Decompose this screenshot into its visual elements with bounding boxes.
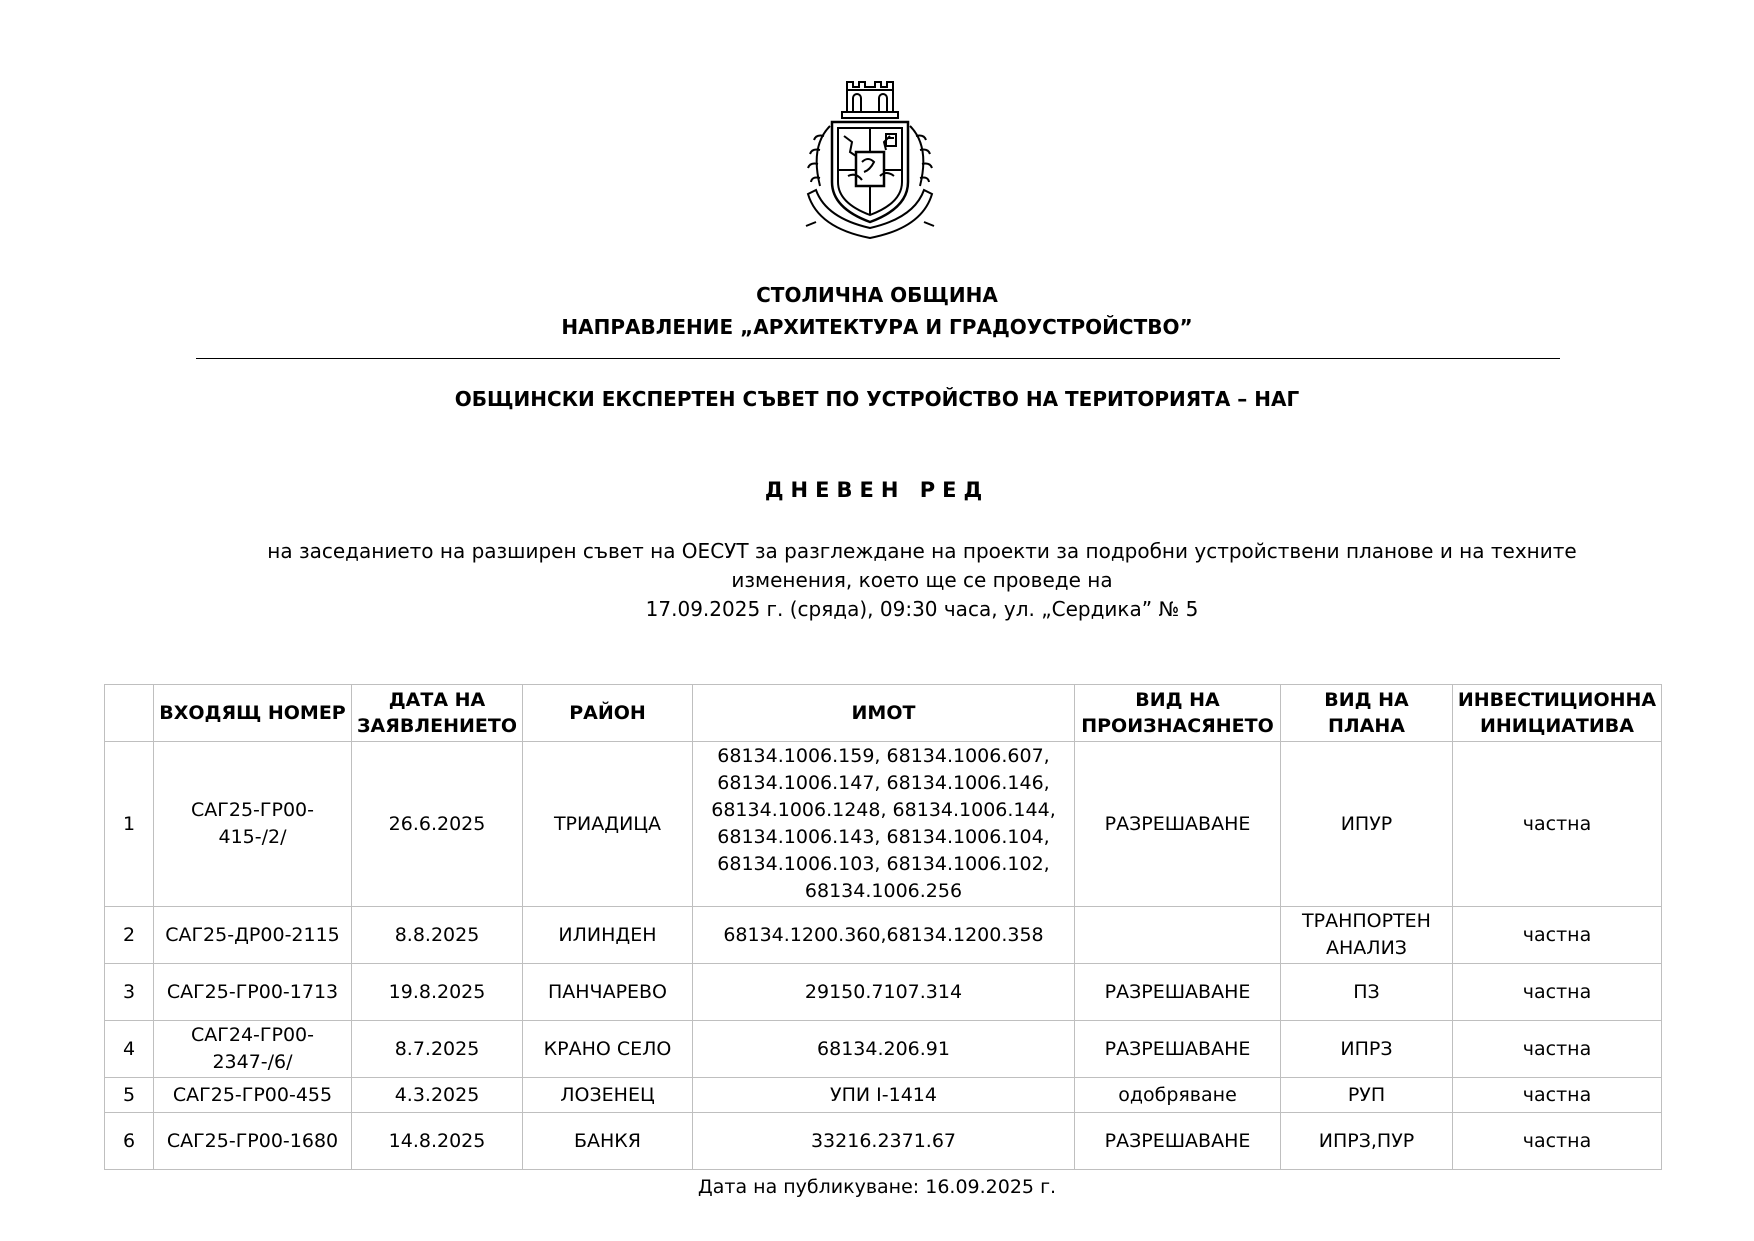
table-row [105,1021,1662,1078]
coat-of-arms-icon [800,76,940,244]
table-header-row [105,685,1662,742]
cell-num: 4 [105,1021,154,1078]
cell-decision-type: одобряване [1075,1078,1281,1113]
header-divider [196,358,1560,359]
cell-application-date: 4.3.2025 [352,1078,523,1113]
cell-plan-type: РУП [1281,1078,1453,1113]
cell-application-date: 14.8.2025 [352,1113,523,1170]
cell-plan-type: ИПРЗ [1281,1021,1453,1078]
header-incoming-number: ВХОДЯЩ НОМЕР [154,685,352,742]
cell-num: 3 [105,964,154,1021]
cell-investment-initiative: частна [1453,907,1662,964]
cell-district: ТРИАДИЦА [523,742,693,907]
cell-property: 68134.206.91 [693,1021,1075,1078]
table-row [105,1078,1662,1113]
cell-district: ПАНЧАРЕВО [523,964,693,1021]
cell-investment-initiative: частна [1453,964,1662,1021]
header-property: ИМОТ [693,685,1075,742]
cell-application-date: 19.8.2025 [352,964,523,1021]
sofia-coat-of-arms-logo [800,76,940,244]
cell-district: ИЛИНДЕН [523,907,693,964]
cell-property: 29150.7107.314 [693,964,1075,1021]
cell-incoming-number: САГ25-ГР00-455 [154,1078,352,1113]
table-row [105,742,1662,907]
cell-decision-type [1075,907,1281,964]
cell-property: 33216.2371.67 [693,1113,1075,1170]
cell-plan-type: ТРАНПОРТЕН АНАЛИЗ [1281,907,1453,964]
table-row [105,907,1662,964]
agenda-intro [196,537,1648,624]
cell-incoming-number: САГ25-ГР00-415-/2/ [154,742,352,907]
department-name: НАПРАВЛЕНИЕ „АРХИТЕКТУРА И ГРАДОУСТРОЙСТВО” [561,315,1193,339]
cell-property: УПИ I-1414 [693,1078,1075,1113]
header-decision-type: ВИД НА ПРОИЗНАСЯНЕТО [1075,685,1281,742]
cell-plan-type: ПЗ [1281,964,1453,1021]
cell-num: 6 [105,1113,154,1170]
cell-decision-type: РАЗРЕШАВАНЕ [1075,742,1281,907]
cell-num: 2 [105,907,154,964]
header-application-date: ДАТА НА ЗАЯВЛЕНИЕТО [352,685,523,742]
cell-investment-initiative: частна [1453,742,1662,907]
cell-investment-initiative: частна [1453,1078,1662,1113]
publication-date: Дата на публикуване: 16.09.2025 г. [697,1176,1057,1198]
intro-line-3: 17.09.2025 г. (сряда), 09:30 часа, ул. „Сердика” № 5 [645,597,1199,621]
cell-num: 1 [105,742,154,907]
cell-plan-type: ИПУР [1281,742,1453,907]
agenda-table [104,684,1662,1170]
cell-incoming-number: САГ24-ГР00-2347-/6/ [154,1021,352,1078]
cell-investment-initiative: частна [1453,1021,1662,1078]
cell-decision-type: РАЗРЕШАВАНЕ [1075,1113,1281,1170]
header-investment-initiative: ИНВЕСТИЦИОННА ИНИЦИАТИВА [1453,685,1662,742]
cell-incoming-number: САГ25-ГР00-1680 [154,1113,352,1170]
intro-line-1: на заседанието на разширен съвет на ОЕСУТ за разглеждане на проекти за подробни устройствени планове и на техните [267,539,1577,563]
council-name: ОБЩИНСКИ ЕКСПЕРТЕН СЪВЕТ ПО УСТРОЙСТВО НА ТЕРИТОРИЯТА – НАГ [454,387,1300,411]
cell-decision-type: РАЗРЕШАВАНЕ [1075,1021,1281,1078]
table-row [105,1113,1662,1170]
agenda-title: ДНЕВЕН РЕД [764,478,990,502]
cell-district: КРАНО СЕЛО [523,1021,693,1078]
cell-property: 68134.1200.360,68134.1200.358 [693,907,1075,964]
intro-line-2: изменения, което ще се проведе на [731,568,1113,592]
header-num [105,685,154,742]
cell-application-date: 8.8.2025 [352,907,523,964]
cell-application-date: 26.6.2025 [352,742,523,907]
header-plan-type: ВИД НА ПЛАНА [1281,685,1453,742]
cell-decision-type: РАЗРЕШАВАНЕ [1075,964,1281,1021]
cell-district: ЛОЗЕНЕЦ [523,1078,693,1113]
table-row [105,964,1662,1021]
cell-incoming-number: САГ25-ГР00-1713 [154,964,352,1021]
header-district: РАЙОН [523,685,693,742]
cell-investment-initiative: частна [1453,1113,1662,1170]
cell-num: 5 [105,1078,154,1113]
cell-property: 68134.1006.159, 68134.1006.607, 68134.1006.147, 68134.1006.146, 68134.1006.1248, 68134.1006.144, 68134.1006.143, 68134.1006.104, 68134.1006.103, 68134.1006.102, 68134.1006.256 [693,742,1075,907]
cell-district: БАНКЯ [523,1113,693,1170]
cell-incoming-number: САГ25-ДР00-2115 [154,907,352,964]
cell-plan-type: ИПРЗ,ПУР [1281,1113,1453,1170]
organization-name: СТОЛИЧНА ОБЩИНА [756,283,998,307]
cell-application-date: 8.7.2025 [352,1021,523,1078]
